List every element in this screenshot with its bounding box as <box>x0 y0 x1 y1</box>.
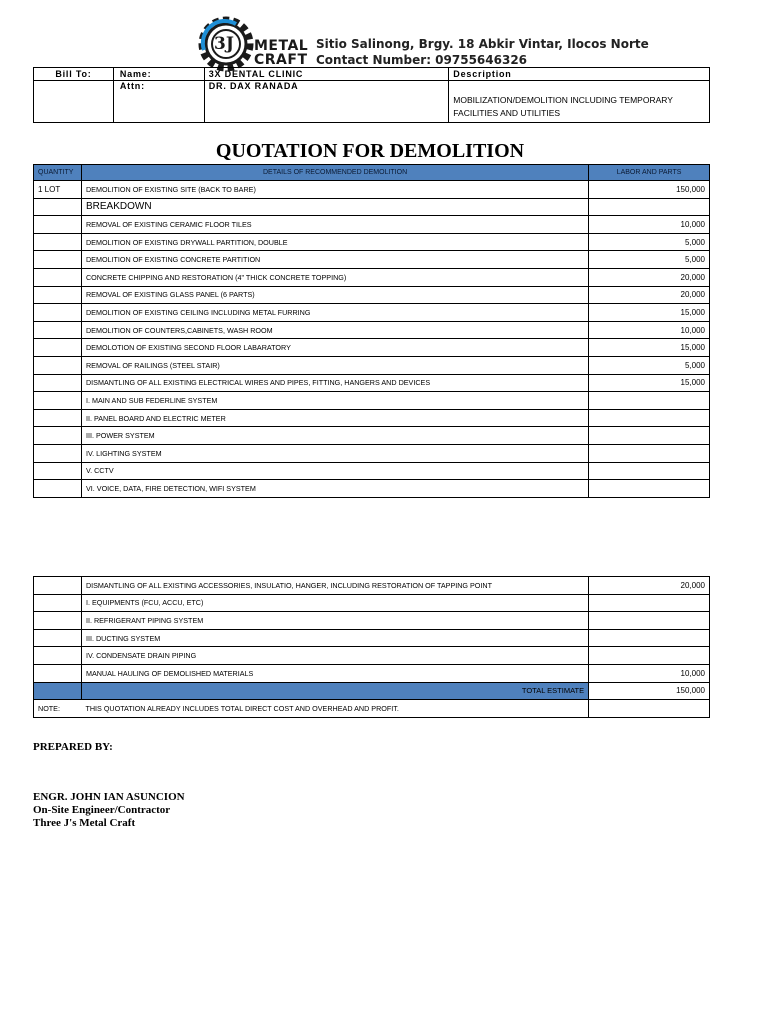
row-amount: 5,000 <box>589 233 710 251</box>
page-title: QUOTATION FOR DEMOLITION <box>215 140 525 162</box>
row-quantity <box>34 612 82 630</box>
row-quantity <box>34 427 82 445</box>
row-amount: 20,000 <box>589 577 710 595</box>
table-row <box>34 286 710 304</box>
engineer-role: On-Site Engineer/Contractor <box>33 804 171 816</box>
row-detail: DISMANTLING OF ALL EXISTING ELECTRICAL WIRES AND PIPES, FITTING, HANGERS AND DEVICES <box>81 374 588 392</box>
row-amount <box>589 647 710 665</box>
row-detail: REMOVAL OF EXISTING CERAMIC FLOOR TILES <box>81 216 588 234</box>
row-amount: 15,000 <box>589 339 710 357</box>
row-detail: IV. LIGHTING SYSTEM <box>81 444 588 462</box>
table-row <box>34 356 710 374</box>
row-amount <box>589 409 710 427</box>
row-quantity <box>34 664 82 682</box>
table-row <box>34 647 710 665</box>
table-row <box>34 268 710 286</box>
row-detail: I. EQUIPMENTS (FCU, ACCU, ETC) <box>81 594 588 612</box>
row-detail: DEMOLITION OF EXISTING CEILING INCLUDING METAL FURRING <box>81 304 588 322</box>
table-row <box>34 198 710 216</box>
table-row <box>34 181 710 199</box>
row-amount: 20,000 <box>589 286 710 304</box>
row-quantity <box>34 594 82 612</box>
row-quantity: 1 LOT <box>34 181 82 199</box>
table-header-row <box>34 165 710 181</box>
table-row <box>34 409 710 427</box>
row-amount: 15,000 <box>589 304 710 322</box>
description-line-1: MOBILIZATION/DEMOLITION INCLUDING TEMPORARY <box>453 95 673 105</box>
row-amount <box>589 612 710 630</box>
company-logo <box>196 16 308 72</box>
description-label: Description <box>449 68 710 81</box>
row-quantity <box>34 339 82 357</box>
note-text: THIS QUOTATION ALREADY INCLUDES TOTAL DIRECT COST AND OVERHEAD AND PROFIT. <box>81 700 588 718</box>
total-empty <box>34 682 82 700</box>
table-row <box>34 462 710 480</box>
row-quantity <box>34 409 82 427</box>
row-amount <box>589 480 710 498</box>
logo-badge: 3J <box>214 34 234 54</box>
bill-to-table <box>33 67 710 123</box>
row-quantity <box>34 216 82 234</box>
row-amount <box>589 427 710 445</box>
table-row <box>34 612 710 630</box>
table-row <box>34 480 710 498</box>
company-contact: Contact Number: 09755646326 <box>316 53 528 67</box>
row-detail: REMOVAL OF RAILINGS (STEEL STAIR) <box>81 356 588 374</box>
row-quantity <box>34 286 82 304</box>
row-amount <box>589 629 710 647</box>
row-quantity <box>34 480 82 498</box>
row-amount <box>589 444 710 462</box>
table-row <box>34 251 710 269</box>
row-detail: DEMOLITION OF EXISTING SITE (BACK TO BARE) <box>81 181 588 199</box>
row-amount: 5,000 <box>589 356 710 374</box>
total-label: TOTAL ESTIMATE <box>81 682 588 700</box>
row-amount: 5,000 <box>589 251 710 269</box>
row-detail: DEMOLOTION OF EXISTING SECOND FLOOR LABARATORY <box>81 339 588 357</box>
row-amount <box>589 594 710 612</box>
row-quantity <box>34 268 82 286</box>
table-row <box>34 577 710 595</box>
table-row <box>34 427 710 445</box>
row-detail: V. CCTV <box>81 462 588 480</box>
row-amount <box>589 198 710 216</box>
row-amount: 10,000 <box>589 216 710 234</box>
name-label: Name: <box>113 68 204 81</box>
engineer-name: ENGR. JOHN IAN ASUNCION <box>33 791 185 803</box>
table-row <box>34 392 710 410</box>
company-name: Three J's Metal Craft <box>33 817 136 829</box>
table-row <box>34 664 710 682</box>
row-amount: 10,000 <box>589 664 710 682</box>
row-quantity <box>34 374 82 392</box>
description-value <box>449 81 710 123</box>
quotation-table <box>33 164 710 498</box>
row-amount: 150,000 <box>589 181 710 199</box>
row-amount: 20,000 <box>589 268 710 286</box>
table-row <box>34 629 710 647</box>
prepared-by-label: PREPARED BY: <box>33 741 113 753</box>
row-quantity <box>34 198 82 216</box>
attn-label: Attn: <box>113 81 204 123</box>
row-detail: II. PANEL BOARD AND ELECTRIC METER <box>81 409 588 427</box>
row-quantity <box>34 321 82 339</box>
row-amount: 15,000 <box>589 374 710 392</box>
row-detail: DISMANTLING OF ALL EXISTING ACCESSORIES, INSULATIO, HANGER, INCLUDING RESTORATION OF TAPPING POINT <box>81 577 588 595</box>
note-label: NOTE: <box>34 700 82 718</box>
quotation-table-continued <box>33 576 710 718</box>
row-quantity <box>34 629 82 647</box>
row-detail: DEMOLITION OF EXISTING DRYWALL PARTITION, DOUBLE <box>81 233 588 251</box>
table-row <box>34 374 710 392</box>
row-detail: CONCRETE CHIPPING AND RESTORATION (4" THICK CONCRETE TOPPING) <box>81 268 588 286</box>
note-empty <box>589 700 710 718</box>
table-row <box>34 339 710 357</box>
company-address-block <box>316 36 649 68</box>
row-detail: VI. VOICE, DATA, FIRE DETECTION, WIFI SYSTEM <box>81 480 588 498</box>
row-detail: III. DUCTING SYSTEM <box>81 629 588 647</box>
row-detail: MANUAL HAULING OF DEMOLISHED MATERIALS <box>81 664 588 682</box>
row-quantity <box>34 577 82 595</box>
row-quantity <box>34 356 82 374</box>
row-quantity <box>34 392 82 410</box>
col-labor-header: LABOR AND PARTS <box>589 165 710 181</box>
table-row <box>34 233 710 251</box>
logo-text-craft: CRAFT <box>254 52 308 68</box>
company-address: Sitio Salinong, Brgy. 18 Abkir Vintar, Ilocos Norte <box>316 37 649 51</box>
name-value: 3X DENTAL CLINIC <box>204 68 449 81</box>
logo-text-metal: METAL <box>254 38 309 54</box>
description-line-2: FACILITIES AND UTILITIES <box>453 108 561 118</box>
row-detail: IV. CONDENSATE DRAIN PIPING <box>81 647 588 665</box>
table-row <box>34 216 710 234</box>
row-amount: 10,000 <box>589 321 710 339</box>
total-row <box>34 682 710 700</box>
row-detail: I. MAIN AND SUB FEDERLINE SYSTEM <box>81 392 588 410</box>
row-detail: BREAKDOWN <box>81 198 588 216</box>
row-detail: III. POWER SYSTEM <box>81 427 588 445</box>
signature-block <box>33 791 185 830</box>
bill-to-empty <box>34 81 114 123</box>
table-row <box>34 304 710 322</box>
row-detail: II. REFRIGERANT PIPING SYSTEM <box>81 612 588 630</box>
row-quantity <box>34 647 82 665</box>
table-row <box>34 594 710 612</box>
row-quantity <box>34 462 82 480</box>
row-quantity <box>34 444 82 462</box>
row-quantity <box>34 233 82 251</box>
row-detail: REMOVAL OF EXISTING GLASS PANEL (6 PARTS) <box>81 286 588 304</box>
bill-to-label: Bill To: <box>34 68 114 81</box>
col-details-header: DETAILS OF RECOMMENDED DEMOLITION <box>81 165 588 181</box>
col-quantity-header: QUANTITY <box>34 165 82 181</box>
row-detail: DEMOLITION OF EXISTING CONCRETE PARTITION <box>81 251 588 269</box>
row-amount <box>589 462 710 480</box>
attn-value: DR. DAX RANADA <box>204 81 449 123</box>
table-row <box>34 444 710 462</box>
table-row <box>34 321 710 339</box>
row-amount <box>589 392 710 410</box>
note-row <box>34 700 710 718</box>
row-detail: DEMOLITION OF COUNTERS,CABINETS, WASH ROOM <box>81 321 588 339</box>
row-quantity <box>34 304 82 322</box>
row-quantity <box>34 251 82 269</box>
total-value: 150,000 <box>589 682 710 700</box>
